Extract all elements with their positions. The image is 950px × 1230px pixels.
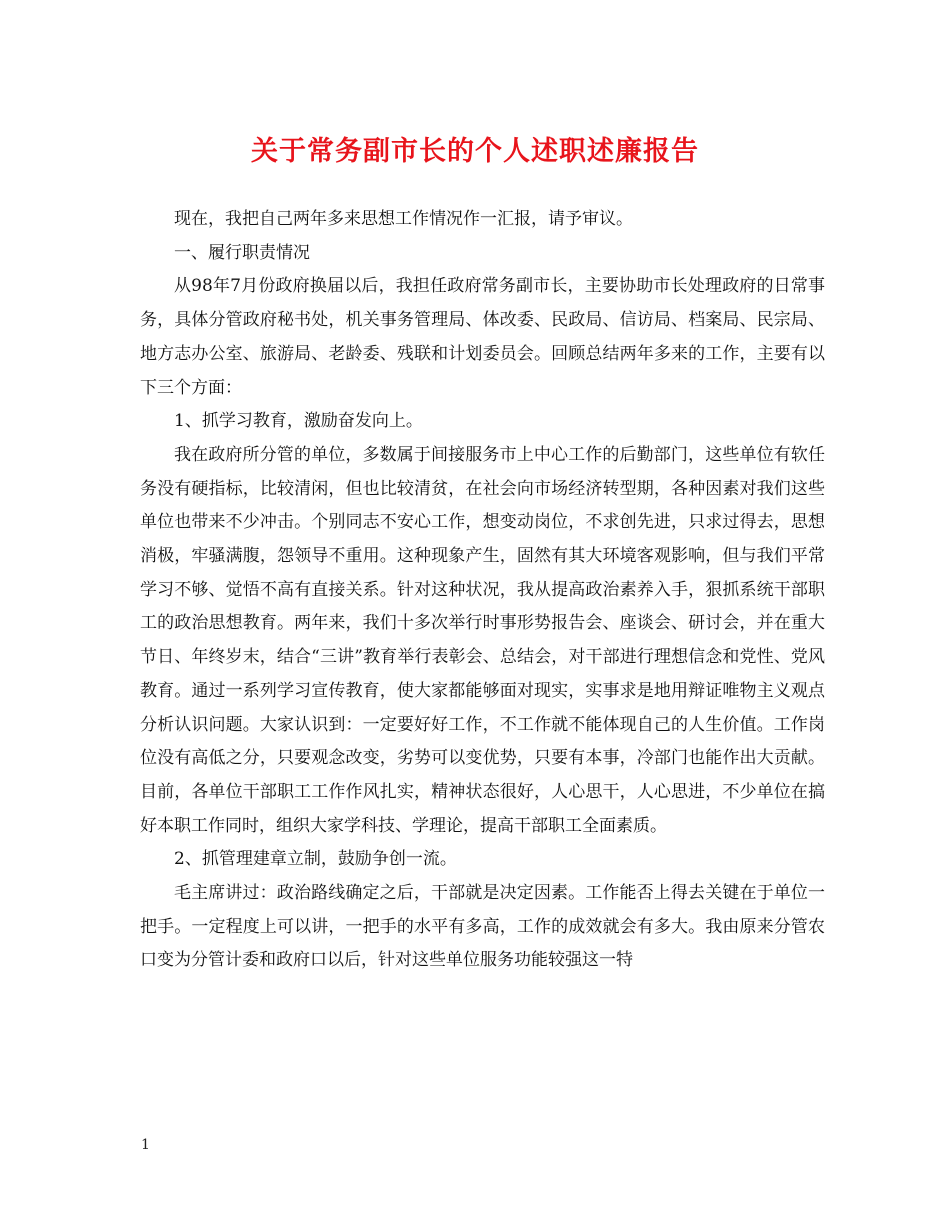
subheading-management: 2、抓管理建章立制，鼓励争创一流。 [174,849,457,870]
document-title: 关于常务副市长的个人述职述廉报告 [251,136,699,167]
paragraph-responsibilities: 从98年7月份政府换届以后，我担任政府常务副市长，主要协助市长处理政府的日常事务，具体分管政府秘书处，机关事务管理局、体改委、民政局、信访局、档案局、民宗局、地方志办公室、旅游局、老龄委、残联和计划委员会。回顾总结两年多来的工作，主要有以下三个方面： [140,276,825,398]
document-body [140,203,825,978]
page-number: 1 [141,1137,150,1153]
section-heading-duties: 一、履行职责情况 [174,242,310,263]
paragraph-intro: 现在，我把自己两年多来思想工作情况作一汇报，请予审议。 [174,209,633,229]
paragraph-management: 毛主席讲过：政治路线确定之后，干部就是决定因素。工作能否上得去关键在于单位一把手。一定程度上可以讲，一把手的水平有多高，工作的成效就会有多大。我由原来分管农口变为分管计委和政府口以后，针对这些单位服务功能较强这一特 [140,883,825,971]
paragraph-study-education: 我在政府所分管的单位，多数属于间接服务市上中心工作的后勤部门，这些单位有软任务没有硬指标，比较清闲，但也比较清贫，在社会向市场经济转型期，各种因素对我们这些单位也带来不少冲击。个别同志不安心工作，想变动岗位，不求创先进，只求过得去，思想消极，牢骚满腹，怨领导不重用。这种现象产生，固然有其大环境客观影响，但与我们平常学习不够、觉悟不高有直接关系。针对这种状况，我从提高政治素养入手，狠抓系统干部职工的政治思想教育。两年来，我们十多次举行时事形势报告会、座谈会、研讨会，并在重大节日、年终岁末，结合“三讲”教育举行表彰会、总结会，对干部进行理想信念和党性、党风教育。通过一系列学习宣传教育，使大家都能够面对现实，实事求是地用辩证唯物主义观点分析认识问题。大家认识到：一定要好好工作，不工作就不能体现自己的人生价值。工作岗位没有高低之分，只要观念改变，劣势可以变优势，只要有本事，冷部门也能作出大贡献。目前，各单位干部职工工作作风扎实，精神状态很好，人心思干，人心思进，不少单位在搞好本职工作同时，组织大家学科技、学理论，提高干部职工全面素质。 [140,444,825,836]
subheading-study-education: 1、抓学习教育，激励奋发向上。 [174,411,423,432]
